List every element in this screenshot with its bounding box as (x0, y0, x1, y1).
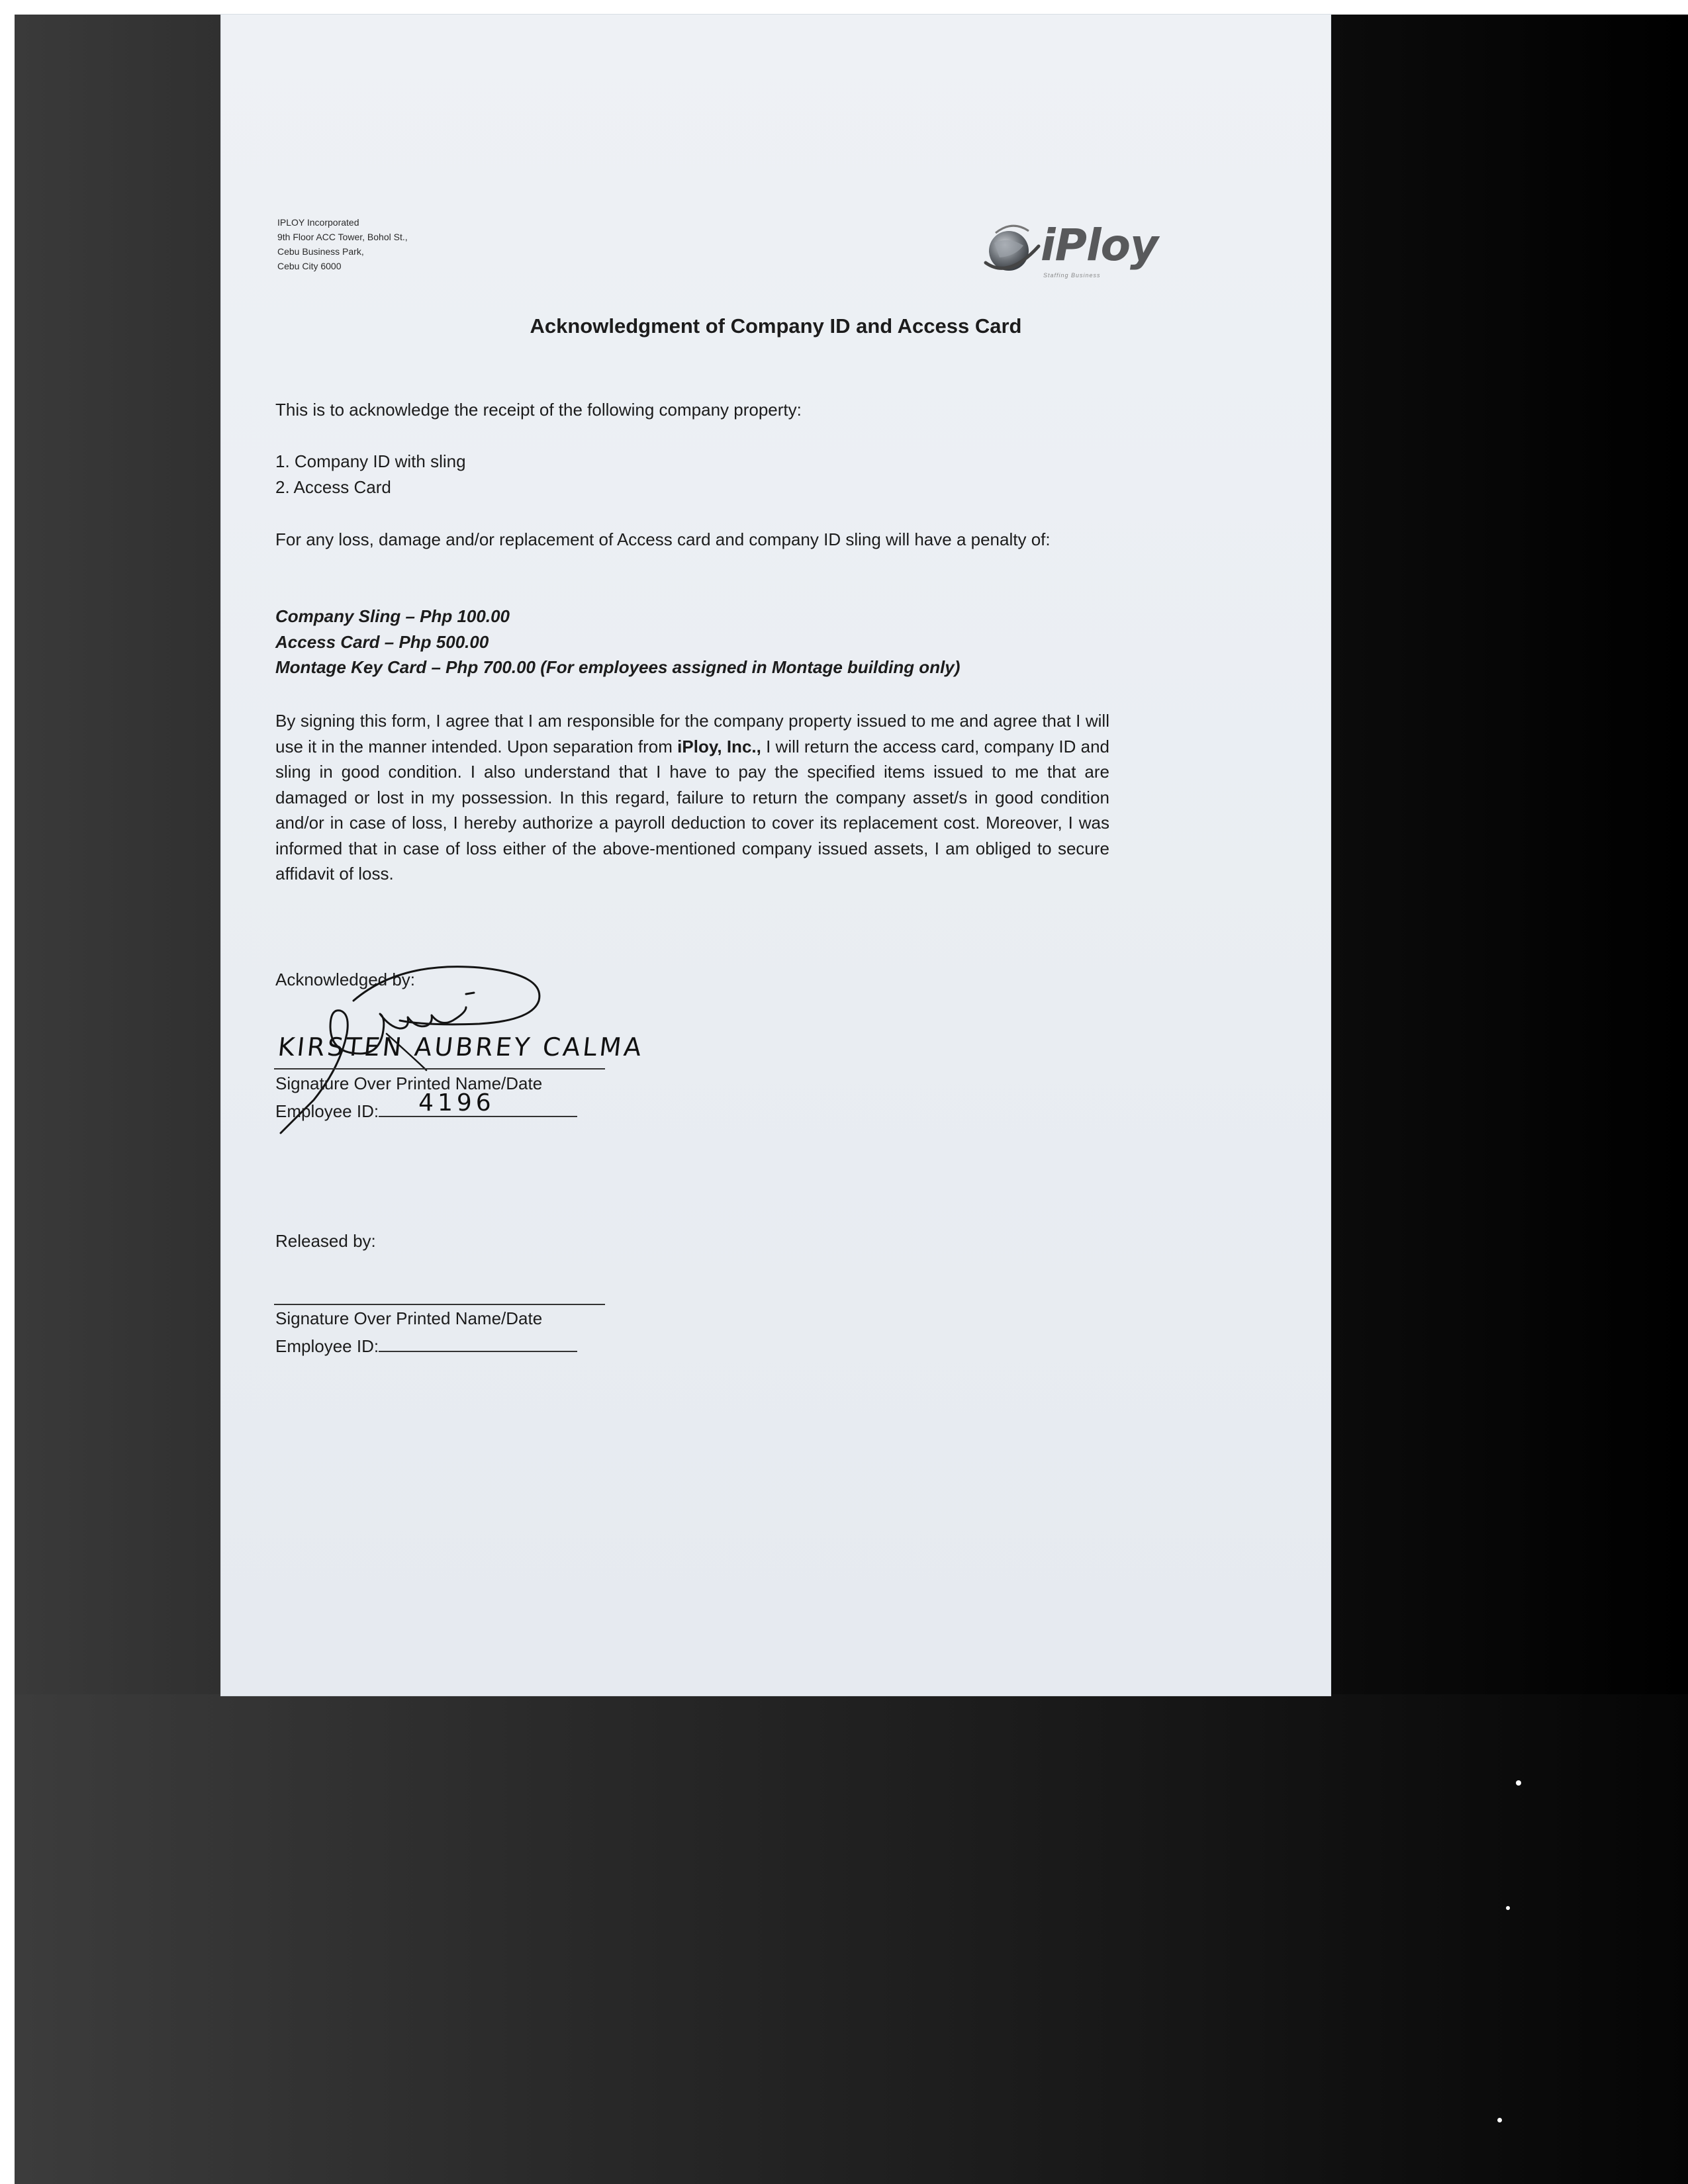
list-item: 2. Access Card (275, 477, 391, 497)
scan-speck (1506, 1906, 1510, 1910)
logo-wordmark: iPloy (1041, 220, 1158, 271)
employee-id-field (379, 1334, 577, 1352)
signature-caption: Signature Over Printed Name/Date (275, 1073, 543, 1093)
signature-line (274, 1304, 605, 1305)
agreement-text: I will return the access card, company ID and sling in good condition. I also understand that I have to pay the specified items issued to me that are damaged or lost in my possession. In this regard, failure to return the company asset/s in good condition and/or in case of loss, I hereby authorize a payroll deduction to cover its replacement cost. Moreover, I was informed that in case of loss either of the above-mentioned company issued assets, I am obliged to secure affidavit of loss. (275, 736, 1109, 884)
penalty-item: Montage Key Card – Php 700.00 (For employees assigned in Montage building only) (275, 657, 961, 677)
scan-speck (1516, 1780, 1521, 1786)
employee-id-row (275, 1334, 577, 1357)
agreement-paragraph (275, 708, 1109, 887)
document-page (221, 15, 1331, 1696)
document-title: Acknowledgment of Company ID and Access Card (530, 314, 1022, 338)
company-logo (982, 216, 1181, 289)
handwritten-printed-name: KIRSTEN AUBREY CALMA (276, 1032, 645, 1062)
penalty-intro-paragraph: For any loss, damage and/or replacement of Access card and company ID sling will have a penalty of: (275, 529, 1051, 549)
employee-id-row (275, 1089, 577, 1122)
logo-tagline: Staffing Business (1043, 272, 1101, 279)
penalty-list (275, 604, 1109, 680)
employee-id-field (379, 1089, 577, 1117)
employee-id-label: Employee ID: (275, 1101, 379, 1121)
signature-line (274, 1068, 605, 1069)
penalty-item: Access Card – Php 500.00 (275, 631, 489, 652)
released-by-label: Released by: (275, 1231, 376, 1251)
list-item: 1. Company ID with sling (275, 451, 466, 471)
intro-paragraph: This is to acknowledge the receipt of the following company property: (275, 400, 802, 420)
address-line: IPLOY Incorporated (277, 217, 359, 228)
address-line: 9th Floor ACC Tower, Bohol St., (277, 232, 408, 242)
company-address (277, 215, 408, 273)
agreement-text: By signing this form, I agree that I am responsible for the company property issued to me and agree that I will use it in the manner intended. Upon separation from (275, 711, 1109, 756)
acknowledged-by-label: Acknowledged by: (275, 970, 416, 989)
scan-speck (1497, 2118, 1502, 2122)
address-line: Cebu City 6000 (277, 261, 342, 271)
globe-icon (982, 216, 1042, 283)
employee-id-label: Employee ID: (275, 1336, 379, 1356)
agreement-company-name: iPloy, Inc., (677, 736, 761, 756)
address-line: Cebu Business Park, (277, 246, 364, 257)
property-list (275, 449, 1109, 500)
penalty-item: Company Sling – Php 100.00 (275, 606, 510, 626)
scanner-background-lower (15, 1694, 1688, 2184)
signature-caption: Signature Over Printed Name/Date (275, 1308, 543, 1328)
handwritten-employee-id: 4196 (418, 1089, 495, 1116)
